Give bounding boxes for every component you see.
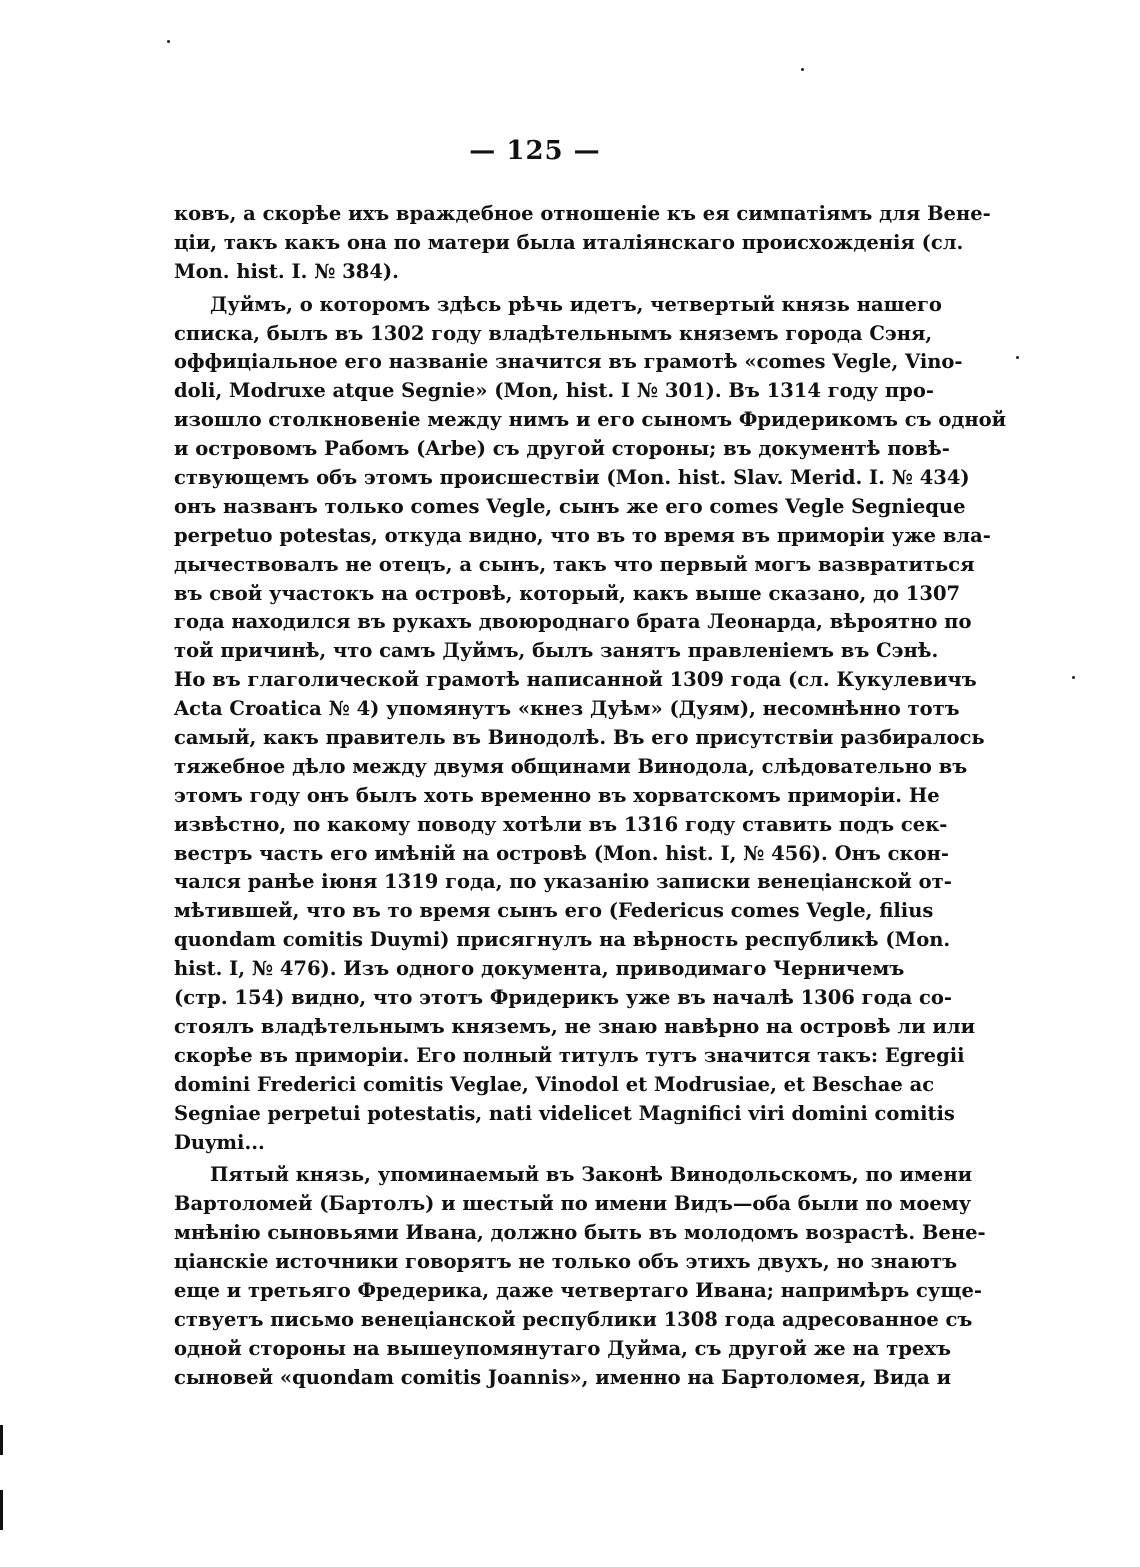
text-line: изошло столкновеніе между нимъ и его сыномъ Фридерикомъ съ одной [174, 408, 1007, 432]
text-line: hist. I, № 476). Изъ одного документа, приводимаго Черничемъ [174, 957, 905, 981]
text-line: (стр. 154) видно, что этотъ Фридерикъ уже въ началѣ 1306 года со- [174, 986, 952, 1010]
text-line: въ свой участокъ на островѣ, который, какъ выше сказано, до 1307 [174, 581, 961, 605]
paragraph [174, 200, 991, 287]
text-line: онъ названъ только comes Vegle, сынъ же его comes Vegle Segnieque [174, 494, 966, 518]
text-line: ціанскіе источники говорятъ не только объ этихъ двухъ, но знаютъ [174, 1250, 958, 1274]
text-line: Duymi... [174, 1130, 265, 1154]
text-line: Пятый князь, упоминаемый въ Законѣ Винодольскомъ, по имени [210, 1163, 973, 1187]
text-line: perpetuo potestas, откуда видно, что въ то время въ приморіи уже вла- [174, 523, 991, 547]
scan-speck [1072, 676, 1075, 679]
text-line: одной стороны на вышеупомянутаго Дуйма, съ другой же на трехъ [174, 1336, 951, 1360]
text-line: Acta Croatica № 4) упомянутъ «кнез Дуѣм» (Дуям), несомнѣнно тотъ [174, 697, 960, 721]
text-line: вестръ часть его имѣній на островѣ (Mon. hist. I, № 456). Онъ скон- [174, 841, 949, 865]
paragraph [174, 291, 1007, 1158]
scan-speck [801, 68, 804, 71]
text-line: Segniae perpetui potestatis, nati videlicet Magnifici viri domini comitis [174, 1101, 955, 1125]
text-line: ціи, такъ какъ она по матери была италіянскаго происхожденія (сл. [174, 230, 964, 254]
text-line: мѣтившей, что въ то время сынъ его (Federicus comes Vegle, filius [174, 899, 934, 923]
scan-speck [167, 40, 170, 43]
scan-edge-mark [0, 1490, 3, 1530]
text-line: тяжебное дѣло между двумя общинами Винодола, слѣдовательно въ [174, 754, 968, 778]
text-line: чался ранѣе іюня 1319 года, по указанію записки венеціанской от- [174, 870, 952, 894]
scan-speck [1016, 356, 1019, 359]
text-line: Вартоломей (Бартолъ) и шестый по имени Видъ—оба были по моему [174, 1192, 972, 1216]
text-line: скорѣе въ приморіи. Его полный титулъ тутъ значится такъ: Egregii [174, 1043, 965, 1067]
text-line: еще и третьяго Фредерика, даже четвертаго Ивана; напримѣръ суще- [174, 1278, 982, 1302]
text-line: domini Frederici comitis Veglae, Vinodol et Modrusiae, et Beschae ac [174, 1072, 935, 1096]
text-line: Дуймъ, о которомъ здѣсь рѣчь идетъ, четвертый князь нашего [210, 292, 942, 316]
text-line: мнѣнію сыновьями Ивана, должно быть въ молодомъ возрастѣ. Вене- [174, 1221, 986, 1245]
text-line: той причинѣ, что самъ Дуймъ, былъ занятъ правленіемъ въ Сэнѣ. [174, 639, 939, 663]
paragraph [174, 1161, 986, 1392]
text-line: извѣстно, по какому поводу хотѣли въ 1316 году ставить подъ сек- [174, 812, 948, 836]
text-line: сыновей «quondam comitis Joannis», именно на Бартоломея, Вида и [174, 1365, 952, 1389]
text-line: года находился въ рукахъ двоюроднаго брата Леонарда, вѣроятно по [174, 610, 972, 634]
text-line: самый, какъ правитель въ Винодолѣ. Въ его присутствіи разбиралось [174, 726, 985, 750]
text-line: ствуетъ письмо венеціанской республики 1308 года адресованное съ [174, 1307, 973, 1331]
scan-edge-mark [0, 1425, 3, 1455]
text-line: стоялъ владѣтельнымъ княземъ, не знаю навѣрно на островѣ ли или [174, 1014, 976, 1038]
text-line: doli, Modruxe atque Segnie» (Mon, hist. I № 301). Въ 1314 году про- [174, 379, 934, 403]
page-number: — 125 — [469, 136, 601, 166]
text-line: ствующемъ объ этомъ происшествіи (Mon. hist. Slav. Merid. I. № 434) [174, 466, 970, 490]
text-line: оффиціальное его названіе значится въ грамотѣ «comes Vegle, Vino- [174, 350, 963, 374]
text-line: Но въ глаголической грамотѣ написанной 1309 года (сл. Кукулевичъ [174, 668, 977, 692]
text-line: и островомъ Рабомъ (Arbe) съ другой стороны; въ документѣ повѣ- [174, 437, 950, 461]
text-line: списка, былъ въ 1302 году владѣтельнымъ княземъ города Сэня, [174, 321, 933, 345]
body-text [174, 200, 1007, 1393]
text-line: Mon. hist. I. № 384). [174, 259, 399, 283]
text-line: ковъ, а скорѣе ихъ враждебное отношеніе къ ея симпатіямъ для Вене- [174, 202, 991, 225]
text-line: этомъ году онъ былъ хоть временно въ хорватскомъ приморіи. Не [174, 783, 940, 807]
text-line: дычествовалъ не отецъ, а сынъ, такъ что первый могъ вазвратиться [174, 552, 975, 576]
text-line: quondam comitis Duymi) присягнулъ на вѣрность республикѣ (Mon. [174, 928, 951, 952]
